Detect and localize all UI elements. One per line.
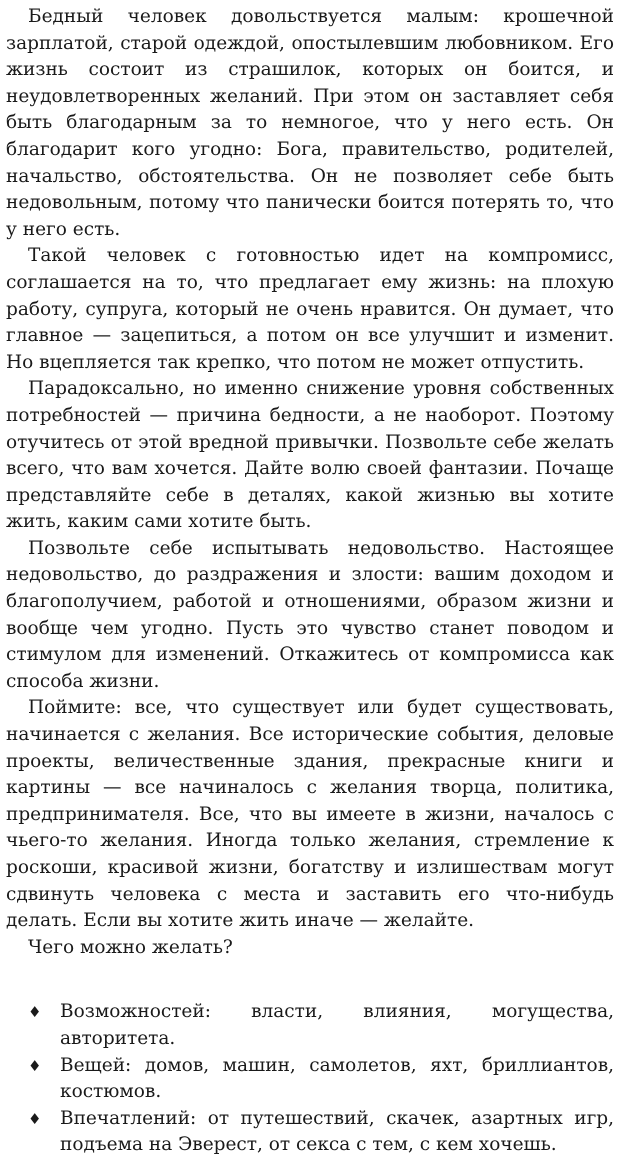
diamond-bullet-icon: ♦ <box>28 1056 42 1075</box>
paragraph-4: Позвольте себе испытывать недовольство. Настоящее недовольство, до раздражения и злости: вашим доходом и благополучием, работой и отношениями, образом жизни и вообще чем угодно. Пусть это чувство станет поводом и стимулом для изменений. Откажитесь от компромисса как способа жизни. <box>6 537 614 692</box>
diamond-bullet-icon: ♦ <box>28 1003 42 1022</box>
list-item-text: Возможностей: власти, влияния, могущества, авторитета. <box>60 1001 614 1049</box>
list-item <box>6 999 614 1052</box>
paragraph-2: Такой человек с готовностью идет на компромисс, соглашается на то, что предлагает ему жизнь: на плохую работу, супруга, который не очень нравится. Он думает, что главное — зацепиться, а потом он все улучшит и изменит. Но вцепляется так крепко, что потом не может отпустить. <box>6 245 614 373</box>
list-item-text: Впечатлений: от путешествий, скачек, азартных игр, подъема на Эверест, от секса с тем, с кем хочешь. <box>60 1107 614 1156</box>
list-item <box>6 1106 614 1159</box>
list-item-text: Вещей: домов, машин, самолетов, яхт, бриллиантов, костюмов. <box>60 1054 614 1103</box>
wish-list <box>6 999 614 1159</box>
list-item <box>6 1053 614 1106</box>
paragraph-1: Бедный человек довольствуется малым: крошечной зарплатой, старой одеждой, опостылевшим любовником. Его жизнь состоит из страшилок, которых он боится, и неудовлетворенных желаний. При этом он заставляет себя быть благодарным за то немногое, что у него есть. Он благодарит кого угодно: Бога, правительство, родителей, начальство, обстоятельства. Он не позволяет себе быть недовольным, потому что панически боится потерять то, что у него есть. <box>6 6 614 240</box>
paragraph-5: Поймите: все, что существует или будет существовать, начинается с желания. Все исторические события, деловые проекты, величественные здания, прекрасные книги и картины — все начиналось с желания творца, политика, предпринимателя. Все, что вы имеете в жизни, началось с чьего-то желания. Иногда только желания, стремление к роскоши, красивой жизни, богатству и излишествам могут сдвинуть человека с места и заставить его что-нибудь делать. Если вы хотите жить иначе — желайте. <box>6 697 614 932</box>
question-line: Чего можно желать? <box>28 936 233 958</box>
diamond-bullet-icon: ♦ <box>28 1109 42 1128</box>
paragraph-3: Парадоксально, но именно снижение уровня собственных потребностей — причина бедности, а не наоборот. Поэтому отучитесь от этой вредной привычки. Позвольте себе желать всего, что вам хочется. Дайте волю своей фантазии. Почаще представляйте себе в деталях, какой жизнью вы хотите жить, каким сами хотите быть. <box>6 378 614 533</box>
